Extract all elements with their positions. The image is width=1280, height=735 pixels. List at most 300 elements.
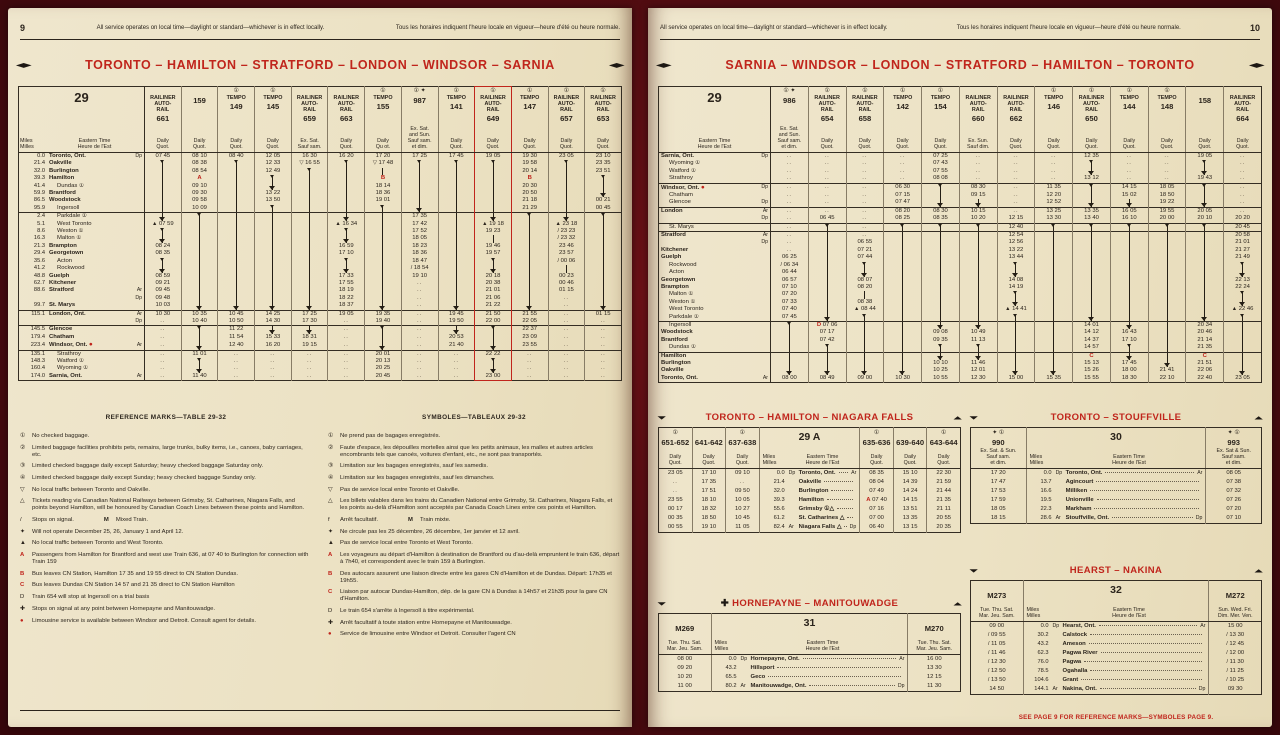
time-cell xyxy=(771,247,809,254)
time-cell xyxy=(475,365,512,372)
through-arrow xyxy=(566,265,567,272)
time-cell: 19 22 xyxy=(1148,199,1186,207)
time-cell xyxy=(1224,269,1262,276)
traffic-mark: / xyxy=(1226,641,1228,647)
time-cell xyxy=(959,175,997,183)
time-cell: 07 26 xyxy=(1206,496,1262,505)
time-cell xyxy=(218,190,255,197)
through-arrow xyxy=(1053,337,1054,344)
time-cell: 09 00 xyxy=(846,375,884,383)
time-cell xyxy=(145,190,182,197)
time-cell xyxy=(475,334,512,341)
time-cell xyxy=(808,153,846,161)
through-arrow xyxy=(382,228,383,235)
through-arrow xyxy=(1167,353,1168,360)
direction-diamond-icon: ◆ xyxy=(656,61,671,68)
traffic-mark: / xyxy=(988,650,990,656)
time-cell xyxy=(846,207,884,215)
time-cell xyxy=(181,326,218,334)
time-cell xyxy=(1035,367,1073,374)
train-column-header-993: ✦ ① 993 Ex. Sat & Sun. Sauf sam. et dim. xyxy=(1206,428,1262,469)
time-cell: 20 46 xyxy=(1186,329,1224,336)
time-cell: 20 53 xyxy=(438,334,475,341)
no-service-marker: .. xyxy=(862,153,868,159)
through-arrow-end xyxy=(493,213,494,220)
reference-note: ② Limited baggage facilities prohibits pets, remains, large trunks, bulky items, i.e., canoes, baby carriages, etc. xyxy=(20,444,303,458)
time-cell xyxy=(218,258,255,265)
through-arrow xyxy=(1204,299,1205,306)
through-arrow xyxy=(456,295,457,302)
train-column-header-654: ① RAILINER AUTO- RAIL 654 Daily Quot. xyxy=(808,87,846,153)
page-number-right: 10 xyxy=(1249,23,1260,33)
table-number-cell: 30 Miles Milles Eastern Time Heure de l'Est xyxy=(1026,428,1206,469)
table-number-cell: 31 Miles Milles Eastern Time Heure de l'Est xyxy=(711,614,908,655)
time-cell: ▲ 07 59 xyxy=(145,221,182,228)
time-cell xyxy=(997,183,1035,192)
through-arrow-end xyxy=(978,199,979,206)
through-arrow-end xyxy=(864,367,865,374)
reference-note: ③ Limitation sur les bagages enregistrés, sauf les samedis. xyxy=(328,463,488,470)
time-cell xyxy=(401,205,438,213)
no-service-marker: .. xyxy=(417,326,423,333)
time-cell: 11 00 xyxy=(677,683,692,689)
station-cell: Kitchener xyxy=(661,246,689,253)
time-cell: 13 35 xyxy=(893,514,927,523)
time-cell xyxy=(884,232,922,240)
time-cell xyxy=(1073,284,1111,291)
through-arrow xyxy=(529,280,530,287)
through-arrow-end xyxy=(199,302,200,309)
through-arrow xyxy=(940,254,941,261)
time-cell xyxy=(997,153,1035,161)
time-cell xyxy=(328,350,365,358)
through-arrow-start xyxy=(902,224,903,231)
time-cell: 09 45 xyxy=(145,287,182,294)
time-cell: 18 22 xyxy=(328,295,365,302)
footnote-letter: B xyxy=(527,175,532,182)
traffic-mark: / xyxy=(780,261,782,268)
time-cell xyxy=(1035,254,1073,261)
time-cell xyxy=(438,373,475,381)
time-cell xyxy=(1035,247,1073,254)
station-row xyxy=(971,469,1262,479)
no-service-marker: .. xyxy=(563,326,570,333)
time-cell: 20 18 xyxy=(475,273,512,280)
time-cell: 20 14 xyxy=(511,168,548,175)
time-cell xyxy=(511,358,548,365)
through-arrow-start xyxy=(493,358,494,365)
time-cell xyxy=(181,228,218,235)
station-row xyxy=(659,664,961,673)
through-arrow xyxy=(902,269,903,276)
timetable-grid xyxy=(658,86,1262,383)
time-cell xyxy=(726,478,760,487)
no-service-marker: .. xyxy=(824,184,830,191)
through-arrow xyxy=(864,322,865,329)
station-cell: 88.6 Stratford Ar xyxy=(33,287,142,294)
through-arrow xyxy=(309,197,310,204)
station-row xyxy=(659,239,1262,246)
time-cell: 06 30 xyxy=(884,183,922,192)
no-service-marker: .. xyxy=(563,341,570,348)
time-cell xyxy=(585,302,622,310)
time-cell xyxy=(181,302,218,310)
through-arrow xyxy=(162,205,163,212)
station-row xyxy=(19,168,622,175)
through-arrow-start xyxy=(1091,160,1092,167)
time-cell xyxy=(808,277,846,284)
through-arrow xyxy=(1242,344,1243,351)
through-arrow xyxy=(827,291,828,298)
through-arrow xyxy=(940,232,941,239)
no-service-marker: .. xyxy=(343,317,349,324)
time-cell xyxy=(585,273,622,280)
no-service-marker: .. xyxy=(563,365,570,372)
through-arrow xyxy=(162,175,163,182)
time-cell xyxy=(328,160,365,167)
time-cell xyxy=(181,358,218,365)
time-cell: 10 49 xyxy=(959,329,997,336)
time-cell: 23 51 xyxy=(585,168,622,175)
station-cell: 39.3 Hamilton xyxy=(33,175,75,182)
no-service-marker: .. xyxy=(600,350,606,357)
time-cell xyxy=(1110,306,1148,313)
reference-heading-fr: SYMBOLES—TABLEAUX 29-32 xyxy=(422,414,526,421)
through-arrow xyxy=(1129,269,1130,276)
time-cell: 12 40 xyxy=(997,223,1035,231)
through-arrow-end xyxy=(603,190,604,197)
station-row xyxy=(971,478,1262,487)
note-symbol: △ xyxy=(328,498,333,505)
time-cell xyxy=(1073,352,1111,360)
no-service-marker: .. xyxy=(900,175,906,182)
time-cell xyxy=(846,262,884,269)
note-symbol: ▲ xyxy=(328,540,334,547)
train-column-header-149: ① TEMPO 149 Daily Quot. xyxy=(218,87,255,153)
time-cell: 12 40 xyxy=(218,341,255,350)
time-cell: 06 55 xyxy=(846,239,884,246)
time-cell: 12 01 xyxy=(959,367,997,374)
through-arrow xyxy=(382,334,383,341)
through-arrow-end xyxy=(940,353,941,360)
through-arrow xyxy=(940,269,941,276)
through-arrow xyxy=(236,243,237,250)
time-cell: 18 36 xyxy=(365,190,402,197)
through-arrow xyxy=(603,258,604,265)
no-service-marker: .. xyxy=(862,207,868,214)
time-cell xyxy=(585,365,622,372)
time-cell xyxy=(1224,199,1262,207)
through-arrow xyxy=(493,197,494,204)
through-arrow-start xyxy=(309,168,310,175)
time-cell: 13 35 xyxy=(1073,207,1111,215)
reference-heading-en: REFERENCE MARKS—TABLE 29-32 xyxy=(105,414,227,421)
no-service-marker: .. xyxy=(343,333,349,340)
station-cell: 13.7 Agincourt xyxy=(1026,478,1206,487)
time-cell: 18 32 xyxy=(692,505,726,514)
time-cell xyxy=(884,329,922,336)
page-10-notice xyxy=(660,24,1260,40)
time-cell xyxy=(771,207,809,215)
time-cell: 07 38 xyxy=(1206,478,1262,487)
time-cell xyxy=(922,254,960,261)
time-cell: 00 46 xyxy=(548,280,585,287)
through-arrow-end xyxy=(1091,168,1092,175)
through-arrow xyxy=(603,295,604,302)
no-service-marker: .. xyxy=(527,365,533,372)
through-arrow-start xyxy=(1242,291,1243,298)
station-cell: 0.0 Dp Hornepayne, Ont. Ar xyxy=(711,655,908,665)
time-cell xyxy=(1073,291,1111,298)
time-cell: 23 35 xyxy=(585,160,622,167)
through-arrow-start xyxy=(162,160,163,167)
time-cell xyxy=(585,358,622,365)
time-cell xyxy=(1224,262,1262,269)
time-cell xyxy=(145,197,182,204)
through-arrow xyxy=(978,269,979,276)
time-cell xyxy=(218,235,255,242)
time-cell: 10 50 xyxy=(218,318,255,326)
time-cell xyxy=(548,358,585,365)
through-arrow-start xyxy=(1167,224,1168,231)
time-cell: 07 44 xyxy=(846,254,884,261)
no-service-marker: .. xyxy=(1239,207,1246,214)
time-cell: 22 30 xyxy=(927,469,961,479)
station-cell: Acton xyxy=(669,269,685,276)
traffic-mark: / xyxy=(987,677,990,683)
through-arrow xyxy=(827,269,828,276)
traffic-mark: / xyxy=(987,659,990,665)
time-cell xyxy=(1035,269,1073,276)
time-cell: 11 46 xyxy=(959,360,997,367)
no-service-marker: .. xyxy=(824,192,830,199)
no-service-marker: .. xyxy=(824,167,830,174)
through-arrow xyxy=(1204,247,1205,254)
time-cell xyxy=(1148,269,1186,276)
through-arrow xyxy=(1129,291,1130,298)
time-cell: 17 42 xyxy=(401,221,438,228)
time-cell: 19 58 xyxy=(511,160,548,167)
time-cell xyxy=(808,232,846,240)
time-cell: 23 00 xyxy=(475,373,512,381)
no-service-marker: .. xyxy=(975,153,981,159)
time-cell xyxy=(808,360,846,367)
time-cell: 16 20 xyxy=(328,153,365,161)
time-cell: 00 35 xyxy=(667,515,683,521)
station-row xyxy=(659,192,1262,199)
through-arrow xyxy=(1091,247,1092,254)
station-cell: 0.0 Toronto, Ont. Dp xyxy=(37,153,142,159)
time-cell xyxy=(922,262,960,269)
time-cell: 08 04 xyxy=(860,478,894,487)
through-arrow-start xyxy=(382,205,383,212)
time-cell xyxy=(1224,321,1262,329)
time-cell: 11 30 xyxy=(908,682,961,692)
time-cell: 06 25 xyxy=(771,254,809,261)
time-cell xyxy=(181,287,218,294)
time-cell: 18 37 xyxy=(328,302,365,310)
through-arrow xyxy=(1204,284,1205,291)
station-row xyxy=(659,262,1262,269)
note-symbol: ✦ xyxy=(20,528,25,535)
through-arrow xyxy=(456,280,457,287)
through-arrow xyxy=(1167,239,1168,246)
time-cell xyxy=(548,175,585,182)
time-cell: 08 05 xyxy=(1206,469,1262,479)
reference-marks-french xyxy=(328,414,620,643)
time-cell: 22 40 xyxy=(1186,375,1224,383)
time-cell xyxy=(181,243,218,250)
time-cell xyxy=(1035,175,1073,183)
through-arrow xyxy=(1204,192,1205,199)
station-row xyxy=(659,487,961,496)
time-cell xyxy=(145,183,182,190)
time-cell xyxy=(438,197,475,204)
no-service-marker: .. xyxy=(343,326,349,333)
time-cell xyxy=(438,160,475,167)
time-cell: 07 10 xyxy=(771,284,809,291)
through-arrow-start xyxy=(382,326,383,333)
time-cell xyxy=(808,284,846,291)
time-cell: 15 26 xyxy=(1073,367,1111,374)
no-service-marker: .. xyxy=(900,153,906,159)
through-arrow xyxy=(272,213,273,220)
station-cell: St. Marys xyxy=(659,223,771,231)
time-cell xyxy=(1148,254,1186,261)
through-arrow xyxy=(1091,254,1092,261)
station-cell: 223.4 Windsor, Ont. ● Ar xyxy=(30,341,142,349)
through-arrow xyxy=(827,353,828,360)
through-arrow xyxy=(1091,232,1092,239)
station-row xyxy=(19,175,622,182)
through-arrow-start xyxy=(978,344,979,351)
station-cell: 104.6 Grant xyxy=(1023,676,1209,685)
through-arrow xyxy=(978,239,979,246)
through-arrow xyxy=(1091,299,1092,306)
time-cell xyxy=(1110,277,1148,284)
station-cell: 43.2 Hillsport xyxy=(711,664,908,673)
time-cell xyxy=(438,258,475,265)
time-cell xyxy=(291,213,328,221)
time-cell: D 07 06 xyxy=(808,321,846,329)
time-cell xyxy=(1073,306,1111,313)
through-arrow xyxy=(529,265,530,272)
time-cell xyxy=(1148,306,1186,313)
station-cell: Wyoming ① xyxy=(669,160,701,167)
no-service-marker: .. xyxy=(786,160,793,167)
time-cell xyxy=(1073,199,1111,207)
time-cell xyxy=(401,310,438,318)
no-service-marker: .. xyxy=(786,175,793,182)
train-column-header-154: ① TEMPO 154 Daily Quot. xyxy=(922,87,960,153)
time-cell xyxy=(959,306,997,313)
time-cell xyxy=(548,350,585,358)
station-cell: Dundas ① xyxy=(669,344,696,351)
through-arrow xyxy=(1053,269,1054,276)
through-arrow xyxy=(199,295,200,302)
time-cell xyxy=(808,352,846,360)
time-cell: A 07 40 xyxy=(860,496,894,505)
route-title-eastbound: ◆ SARNIA – WINDSOR – LONDON – STRATFORD – HAMILTON – TORONTO ◆ xyxy=(656,58,1264,72)
time-cell xyxy=(846,183,884,192)
time-cell xyxy=(771,160,809,167)
time-cell: 16 59 xyxy=(328,243,365,250)
through-arrow xyxy=(456,258,457,265)
time-cell xyxy=(1148,277,1186,284)
time-cell xyxy=(291,326,328,334)
time-cell xyxy=(365,213,402,221)
through-arrow xyxy=(1167,247,1168,254)
reference-note: ④ Limitation sur les bagages enregistrés, sauf les dimanches. xyxy=(328,475,495,482)
time-cell: 08 08 xyxy=(922,175,960,183)
through-arrow xyxy=(236,168,237,175)
time-cell xyxy=(884,153,922,161)
through-arrow-end xyxy=(940,322,941,329)
time-cell xyxy=(1035,329,1073,336)
time-cell: / 11 25 xyxy=(1209,667,1262,676)
through-arrow xyxy=(1167,337,1168,344)
no-service-marker: .. xyxy=(1239,192,1246,199)
train-column-header-650: ① RAILINER AUTO- RAIL 650 Daily Quot. xyxy=(1073,87,1111,153)
train-column-header-651-652: ① 651-652 Daily Quot. xyxy=(659,428,693,469)
through-arrow-start xyxy=(978,224,979,231)
time-cell xyxy=(1073,247,1111,254)
time-cell xyxy=(1110,299,1148,306)
time-cell: 08 07 xyxy=(846,277,884,284)
through-arrow-start xyxy=(199,213,200,220)
time-cell: 23 55 xyxy=(511,341,548,350)
no-service-marker: .. xyxy=(417,279,423,286)
through-arrow xyxy=(236,265,237,272)
time-cell: 00 23 xyxy=(548,273,585,280)
time-cell: 00 17 xyxy=(667,506,683,512)
station-row xyxy=(659,375,1262,383)
notice-en-right: All service operates on local time—daylight or standard—whichever is in effect locally. xyxy=(660,25,888,31)
through-arrow xyxy=(236,190,237,197)
time-cell xyxy=(922,199,960,207)
through-arrow xyxy=(529,250,530,257)
time-cell xyxy=(511,365,548,372)
time-cell: 08 24 xyxy=(145,243,182,250)
station-row xyxy=(659,223,1262,231)
time-cell xyxy=(511,265,548,272)
station-cell: 21.4 Oakville xyxy=(33,160,72,167)
no-service-marker: .. xyxy=(1013,160,1019,167)
time-cell: 15 13 xyxy=(1073,360,1111,367)
time-cell xyxy=(884,262,922,269)
through-arrow-start xyxy=(1091,184,1092,192)
through-arrow-end xyxy=(272,302,273,309)
no-service-marker: .. xyxy=(160,365,166,372)
time-cell xyxy=(808,306,846,313)
through-arrow xyxy=(1167,262,1168,269)
no-service-marker: .. xyxy=(600,357,606,364)
time-cell xyxy=(771,153,809,161)
through-arrow xyxy=(1167,344,1168,351)
through-arrow xyxy=(978,254,979,261)
time-cell xyxy=(1035,168,1073,175)
no-service-marker: .. xyxy=(1013,207,1019,214)
time-cell xyxy=(328,228,365,235)
time-cell xyxy=(922,269,960,276)
time-cell xyxy=(1186,269,1224,276)
time-cell xyxy=(1224,337,1262,344)
through-arrow xyxy=(902,353,903,360)
time-cell xyxy=(1035,299,1073,306)
station-cell: 21.3 Brampton xyxy=(33,242,77,249)
through-arrow-end xyxy=(1204,168,1205,175)
station-row xyxy=(19,341,622,350)
